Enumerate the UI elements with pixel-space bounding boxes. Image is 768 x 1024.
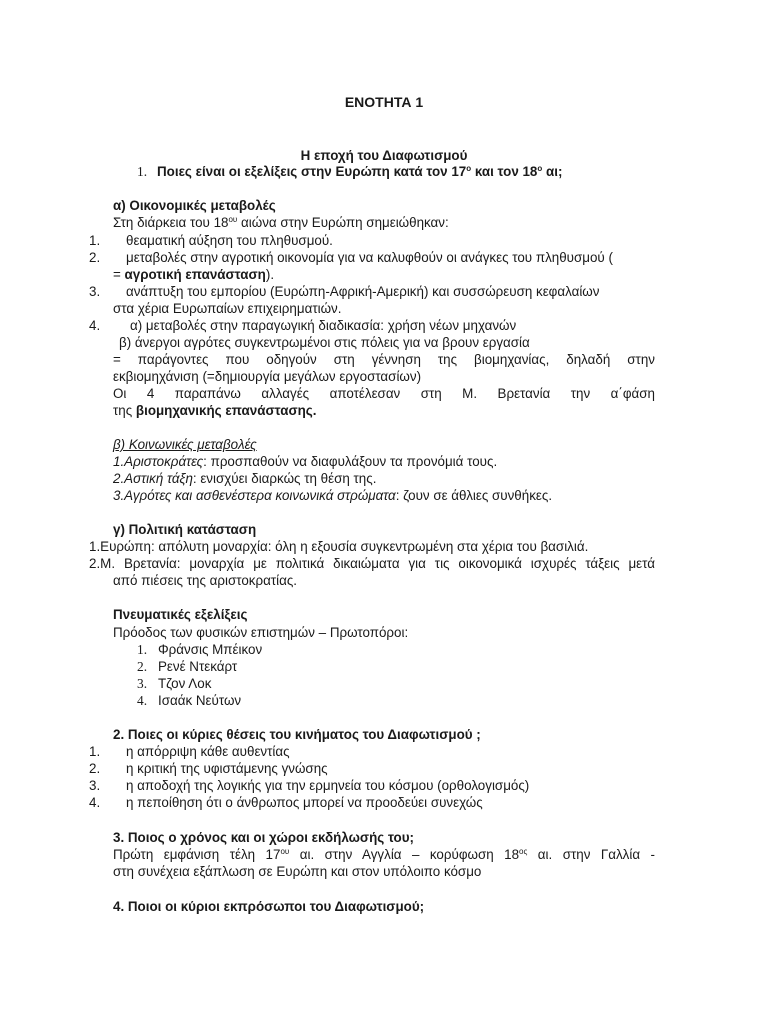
political-item-2: 2.Μ. Βρετανία: μοναρχία με πολιτικά δικαιώματα για τις οικονομικά ισχυρές τάξεις μετά [89, 556, 655, 571]
social-item [113, 487, 552, 504]
political-item-1: 1.Ευρώπη: απόλυτη μοναρχία: όλη η εξουσία συγκεντρωμένη στα χέρια του βασιλιά. [89, 539, 589, 554]
list-item: Φράνσις Μπέικον [158, 642, 263, 657]
list-item: η πεποίθηση ότι ο άνθρωπος μπορεί να προοδεύει συνεχώς [126, 795, 483, 810]
q3-line-1 [113, 846, 655, 863]
superscript: ο [537, 164, 543, 173]
text: αι. στην Αγγλία – κορύφωση 18 [289, 847, 520, 862]
superscript: ου [228, 215, 238, 224]
text: της [113, 403, 136, 418]
text: αι. στην Γαλλία - [527, 847, 655, 862]
superscript: ου [280, 847, 290, 856]
list-item-num: 1. [89, 744, 101, 759]
political-item-2-cont: από πιέσεις της αριστοκρατίας. [113, 573, 298, 588]
question-4: 4. Ποιοι οι κύριοι εκπρόσωποι του Διαφωτισμού; [113, 899, 425, 914]
text: = [113, 267, 125, 282]
list-item-num: 1. [89, 233, 101, 248]
text: Πρώτη εμφάνιση τέλη 17 [113, 847, 281, 862]
intro-text: αιώνα στην Ευρώπη σημειώθηκαν: [237, 215, 449, 230]
list-number: 1. [137, 164, 148, 179]
social-item [113, 453, 497, 470]
list-item-num: 1. [137, 642, 148, 657]
list-item: η αποδοχή της λογικής για την ερμηνεία του κόσμου (ορθολογισμός) [126, 778, 530, 793]
list-item-num: 3. [89, 778, 101, 793]
question-3: 3. Ποιος ο χρόνος και οι χώροι εκδήλωσής του; [113, 830, 414, 845]
q3-line-2: στη συνέχεια εξάπλωση σε Ευρώπη και στον υπόλοιπο κόσμο [113, 864, 482, 879]
page-title: ΕΝΟΤΗΤΑ 1 [344, 94, 424, 110]
list-item: Τζον Λοκ [158, 676, 212, 691]
superscript: ος [519, 847, 528, 856]
social-heading: β) Κοινωνικές μεταβολές [113, 437, 257, 452]
list-item: η απόρριψη κάθε αυθεντίας [126, 744, 290, 759]
spiritual-heading: Πνευματικές εξελίξεις [113, 607, 248, 622]
list-item: ανάπτυξη του εμπορίου (Ευρώπη-Αφρική-Αμερική) και συσσώρευση κεφαλαίων [126, 284, 600, 299]
text: ). [265, 267, 275, 282]
question-text: και τον 18 [471, 164, 538, 179]
section-subtitle: Η εποχή του Διαφωτισμού [300, 148, 468, 163]
list-item-cont [113, 266, 274, 283]
social-item-lead: 2.Αστική τάξη [113, 471, 193, 486]
econ-line-four2 [113, 402, 317, 419]
econ-line-b: β) άνεργοι αγρότες συγκεντρωμένοι στις πόλεις για να βρουν εργασία [119, 335, 530, 350]
list-item: θεαματική αύξηση του πληθυσμού. [126, 233, 333, 248]
superscript: ο [466, 164, 472, 173]
question-text: αι; [542, 164, 563, 179]
social-item [113, 470, 376, 487]
list-item-num: 4. [137, 693, 148, 708]
list-item-num: 4. [89, 318, 101, 333]
question-2: 2. Ποιες οι κύριες θέσεις του κινήματος του Διαφωτισμού ; [113, 727, 481, 742]
list-item-num: 4. [89, 795, 101, 810]
social-item-text: : προσπαθούν να διαφυλάξουν τα προνόμιά τους. [203, 454, 498, 469]
list-item-cont: στα χέρια Ευρωπαίων επιχειρηματιών. [113, 301, 342, 316]
econ-line-four: Οι 4 παραπάνω αλλαγές αποτέλεσαν στη Μ. Βρετανία την α΄φάση [113, 386, 655, 401]
econ-intro [113, 214, 449, 231]
list-item-num: 3. [89, 284, 101, 299]
list-item: Ισαάκ Νεύτων [158, 693, 242, 708]
list-item: μεταβολές στην αγροτική οικονομία για να καλυφθούν οι ανάγκες του πληθυσμού ( [126, 250, 613, 265]
political-heading: γ) Πολιτική κατάσταση [113, 522, 257, 537]
econ-heading: α) Οικονομικές μεταβολές [113, 198, 276, 213]
econ-line-eq2: εκβιομηχάνιση (=δημιουργία μεγάλων εργοστασίων) [113, 369, 422, 384]
list-item-num: 2. [89, 250, 101, 265]
list-item: η κριτική της υφιστάμενης γνώσης [126, 761, 328, 776]
question-1 [137, 163, 562, 180]
list-item-num: 2. [137, 659, 148, 674]
question-text: Ποιες είναι οι εξελίξεις στην Ευρώπη κατά τον 17 [157, 164, 467, 179]
social-item-lead: 1.Αριστοκράτες [113, 454, 204, 469]
intro-text: Στη διάρκεια του 18 [113, 215, 229, 230]
list-item-num: 2. [89, 761, 101, 776]
social-item-text: : ζουν σε άθλιες συνθήκες. [395, 488, 553, 503]
econ-line-eq: = παράγοντες που οδηγούν στη γέννηση της βιομηχανίας, δηλαδή στην [113, 352, 655, 367]
social-item-lead: 3.Αγρότες και ασθενέστερα κοινωνικά στρώματα [113, 488, 396, 503]
spiritual-intro: Πρόοδος των φυσικών επιστημών – Πρωτοπόροι: [113, 625, 409, 640]
list-item-num: 3. [137, 676, 148, 691]
social-item-text: : ενισχύει διαρκώς τη θέση της. [192, 471, 377, 486]
bold-term: βιομηχανικής επανάστασης. [135, 403, 317, 418]
bold-term: αγροτική επανάσταση [124, 267, 266, 282]
list-item: Ρενέ Ντεκάρτ [158, 659, 238, 674]
list-item: α) μεταβολές στην παραγωγική διαδικασία: χρήση νέων μηχανών [130, 318, 517, 333]
